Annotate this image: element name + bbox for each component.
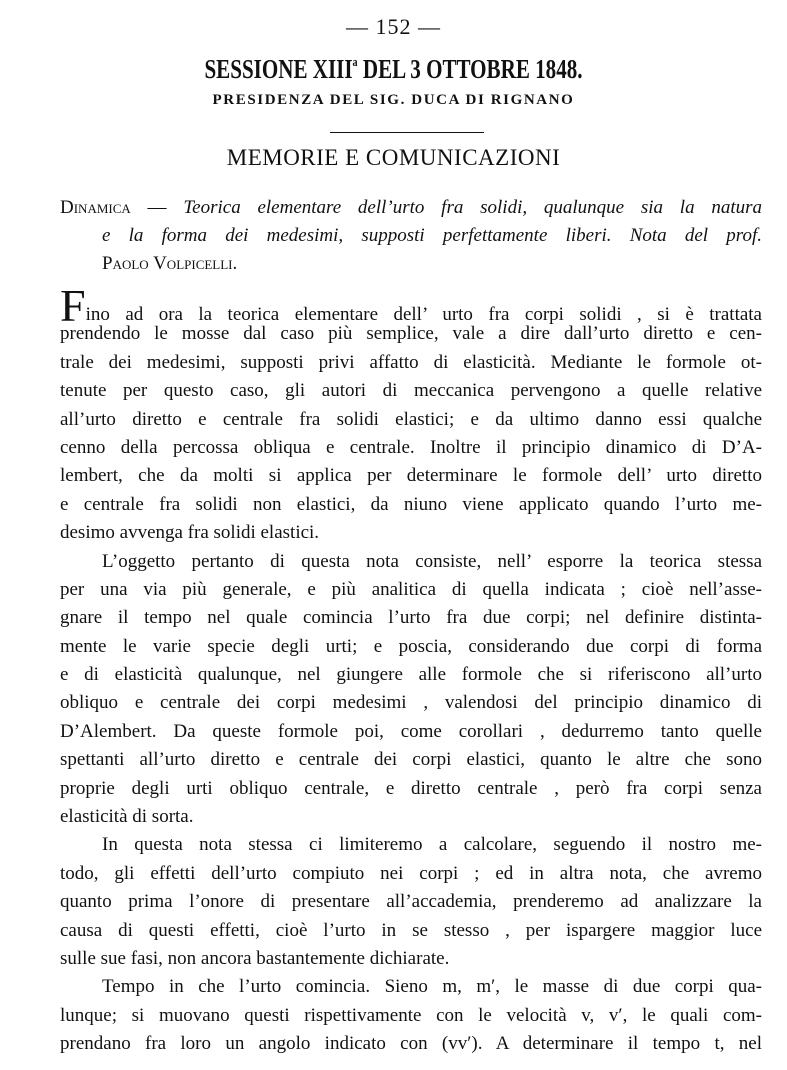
abstract-title-1: Teorica elementare dell’urto fra solidi, qualunque sia la natura [183, 197, 763, 218]
text-line: cenno della percossa obliqua e centrale. Inoltre il principio dinamico di D’A- [60, 436, 762, 458]
text-line: proprie degli urti obliquo centrale, e diretto centrale , però fra corpi senza [60, 777, 762, 799]
section-title: MEMORIE E COMUNICAZIONI [226, 145, 561, 170]
text-line: quanto prima l’onore di presentare all’accademia, prenderemo ad analizzare la [60, 891, 762, 913]
text-line: obliquo e centrale dei corpi medesimi , valendosi del principio dinamico di [60, 692, 762, 714]
text-line: mente le varie specie degli urti; e poscia, considerando due corpi di forma [60, 635, 762, 657]
text-line: lunque; si muovano questi rispettivamente con le velocità v, v′, le quali com- [60, 1004, 762, 1026]
session-title [87, 54, 701, 85]
session-title-main: SESSIONE XIII [204, 54, 353, 84]
paragraph-3 [60, 831, 762, 973]
text-line: gnare il tempo nel quale comincia l’urto fra due corpi; nel definire distinta- [60, 607, 762, 629]
text-line: todo, gli effetti dell’urto compiuto nei corpi ; ed in altra nota, che avremo [60, 862, 762, 884]
page-number: — 152 — [346, 14, 441, 39]
abstract [60, 194, 762, 278]
abstract-category: Dinamica [60, 197, 131, 218]
presidency-line: PRESIDENZA DEL SIG. DUCA DI RIGNANO [212, 92, 575, 108]
text-line: desimo avvenga fra solidi elastici. [60, 522, 320, 544]
text-line: per una via più generale, e più analitica di quella indicata ; cioè nell’asse- [60, 578, 762, 600]
text-line: D’Alembert. Da queste formole poi, come corollari , dedurremo tanto quelle [60, 720, 762, 742]
divider-rule [330, 132, 484, 133]
text-line: tenute per questo caso, gli autori di meccanica pervengono a quelle relative [60, 380, 762, 402]
text-line: e di elasticità qualunque, nel giungere alle formole che si riferiscono all’urto [60, 664, 762, 686]
text-line: causa di questi effetti, cioè l’urto in se stesso , per ispargere maggior luce [60, 919, 762, 941]
session-ordinal-superscript: a [352, 54, 358, 69]
text-line: all’urto diretto e centrale fra solidi elastici; e da ultimo danno essi qualche [60, 408, 762, 430]
abstract-author: Paolo Volpicelli. [102, 253, 238, 274]
paragraph-1 [60, 280, 762, 548]
body-text [60, 280, 762, 1059]
text-line: Tempo in che l’urto comincia. Sieno m, m′, le masse di due corpi qua- [102, 976, 762, 998]
text-line: sulle sue fasi, non ancora bastantemente dichiarate. [60, 947, 450, 969]
text-line: elasticità di sorta. [60, 806, 194, 828]
text-line: Fino ad ora la teorica elementare dell’ urto fra corpi solidi , si è trattata [60, 280, 762, 331]
abstract-line-2 [60, 222, 762, 250]
abstract-line-3 [60, 250, 762, 278]
abstract-dash: — [130, 197, 184, 218]
text-line: trale dei medesimi, supposti privi affatto di elasticità. Mediante le formole ot- [60, 351, 762, 373]
paragraph-2 [60, 548, 762, 832]
text-line: lembert, che da molti si applica per determinare le formole dell’ urto diretto [60, 465, 762, 487]
text-line: In questa nota stessa ci limiteremo a calcolare, seguendo il nostro me- [102, 834, 762, 856]
text-line: L’oggetto pertanto di questa nota consiste, nell’ esporre la teorica stessa [102, 550, 762, 572]
paragraph-4 [60, 973, 762, 1058]
text-line: e centrale fra solidi non elastici, da niuno viene applicato quando l’urto me- [60, 493, 762, 515]
drop-cap: F [60, 280, 86, 331]
abstract-title-2: e la forma dei medesimi, supposti perfettamente liberi. Nota del prof. [102, 225, 762, 246]
text-line: spettanti all’urto diretto e centrale dei corpi elastici, quanto le altre che sono [60, 749, 762, 771]
text-line: prendendo le mosse dal caso più semplice, vale a dire dall’urto diretto e cen- [60, 323, 762, 345]
text-line: prendano fra loro un angolo indicato con (vv′). A determinare il tempo t, nel [60, 1033, 762, 1055]
session-title-date: DEL 3 OTTOBRE 1848. [357, 54, 583, 84]
abstract-line-1 [60, 194, 762, 222]
